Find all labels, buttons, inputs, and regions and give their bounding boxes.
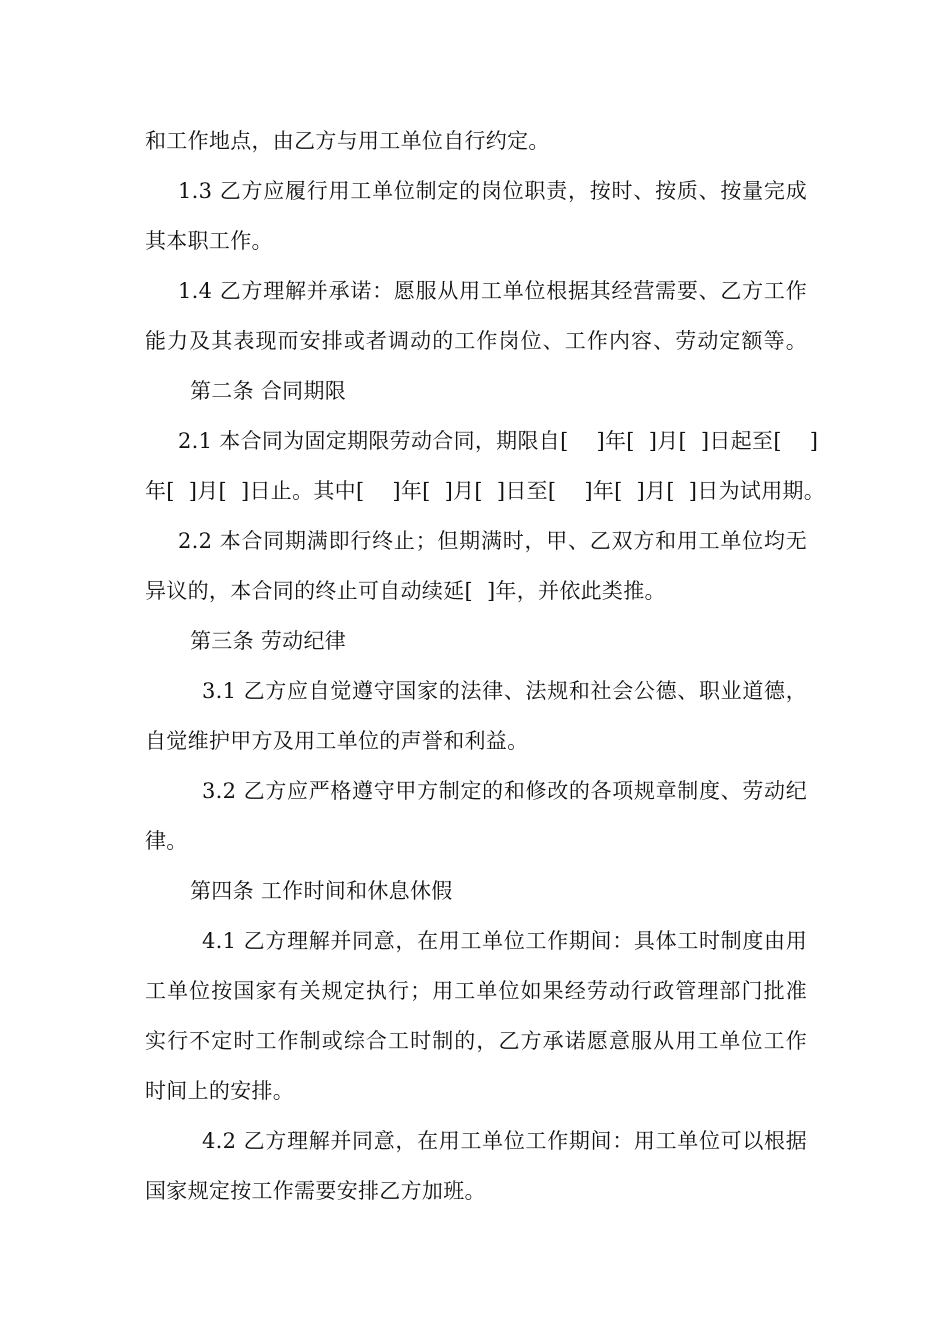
article-2-heading: 第二条 合同期限 xyxy=(190,379,347,403)
clause-4-1-line: 4.1 乙方理解并同意，在用工单位工作期间：具体工时制度由用 xyxy=(202,929,807,953)
paragraph-line: 能力及其表现而安排或者调动的工作岗位、工作内容、劳动定额等。 xyxy=(145,329,807,353)
paragraph-line: 国家规定按工作需要安排乙方加班。 xyxy=(145,1179,486,1203)
clause-2-1-line: 2.1 本合同为固定期限劳动合同，期限自[ ]年[ ]月[ ]日起至[ ] xyxy=(178,429,819,453)
clause-3-1-line: 3.1 乙方应自觉遵守国家的法律、法规和社会公德、职业道德， xyxy=(202,679,807,703)
paragraph-line: 异议的，本合同的终止可自动续延[ ]年，并依此类推。 xyxy=(145,579,666,603)
paragraph-line: 和工作地点，由乙方与用工单位自行约定。 xyxy=(145,129,550,153)
paragraph-line: 自觉维护甲方及用工单位的声誉和利益。 xyxy=(145,729,529,753)
clause-4-2-line: 4.2 乙方理解并同意，在用工单位工作期间：用工单位可以根据 xyxy=(202,1129,807,1153)
paragraph-line: 年[ ]月[ ]日止。其中[ ]年[ ]月[ ]日至[ ]年[ ]月[ ]日为试用期。 xyxy=(145,479,826,503)
clause-2-2-line: 2.2 本合同期满即行终止；但期满时，甲、乙双方和用工单位均无 xyxy=(178,529,807,553)
article-3-heading: 第三条 劳动纪律 xyxy=(190,629,347,653)
paragraph-line: 其本职工作。 xyxy=(145,229,273,253)
paragraph-line: 实行不定时工作制或综合工时制的，乙方承诺愿意服从用工单位工作 xyxy=(145,1029,807,1053)
paragraph-line: 工单位按国家有关规定执行；用工单位如果经劳动行政管理部门批准 xyxy=(145,979,807,1003)
clause-1-4-line: 1.4 乙方理解并承诺：愿服从用工单位根据其经营需要、乙方工作 xyxy=(178,279,807,303)
clause-1-3-line: 1.3 乙方应履行用工单位制定的岗位职责，按时、按质、按量完成 xyxy=(178,179,807,203)
paragraph-line: 时间上的安排。 xyxy=(145,1079,295,1103)
paragraph-line: 律。 xyxy=(145,829,188,853)
clause-3-2-line: 3.2 乙方应严格遵守甲方制定的和修改的各项规章制度、劳动纪 xyxy=(202,779,807,803)
article-4-heading: 第四条 工作时间和休息休假 xyxy=(190,879,453,903)
